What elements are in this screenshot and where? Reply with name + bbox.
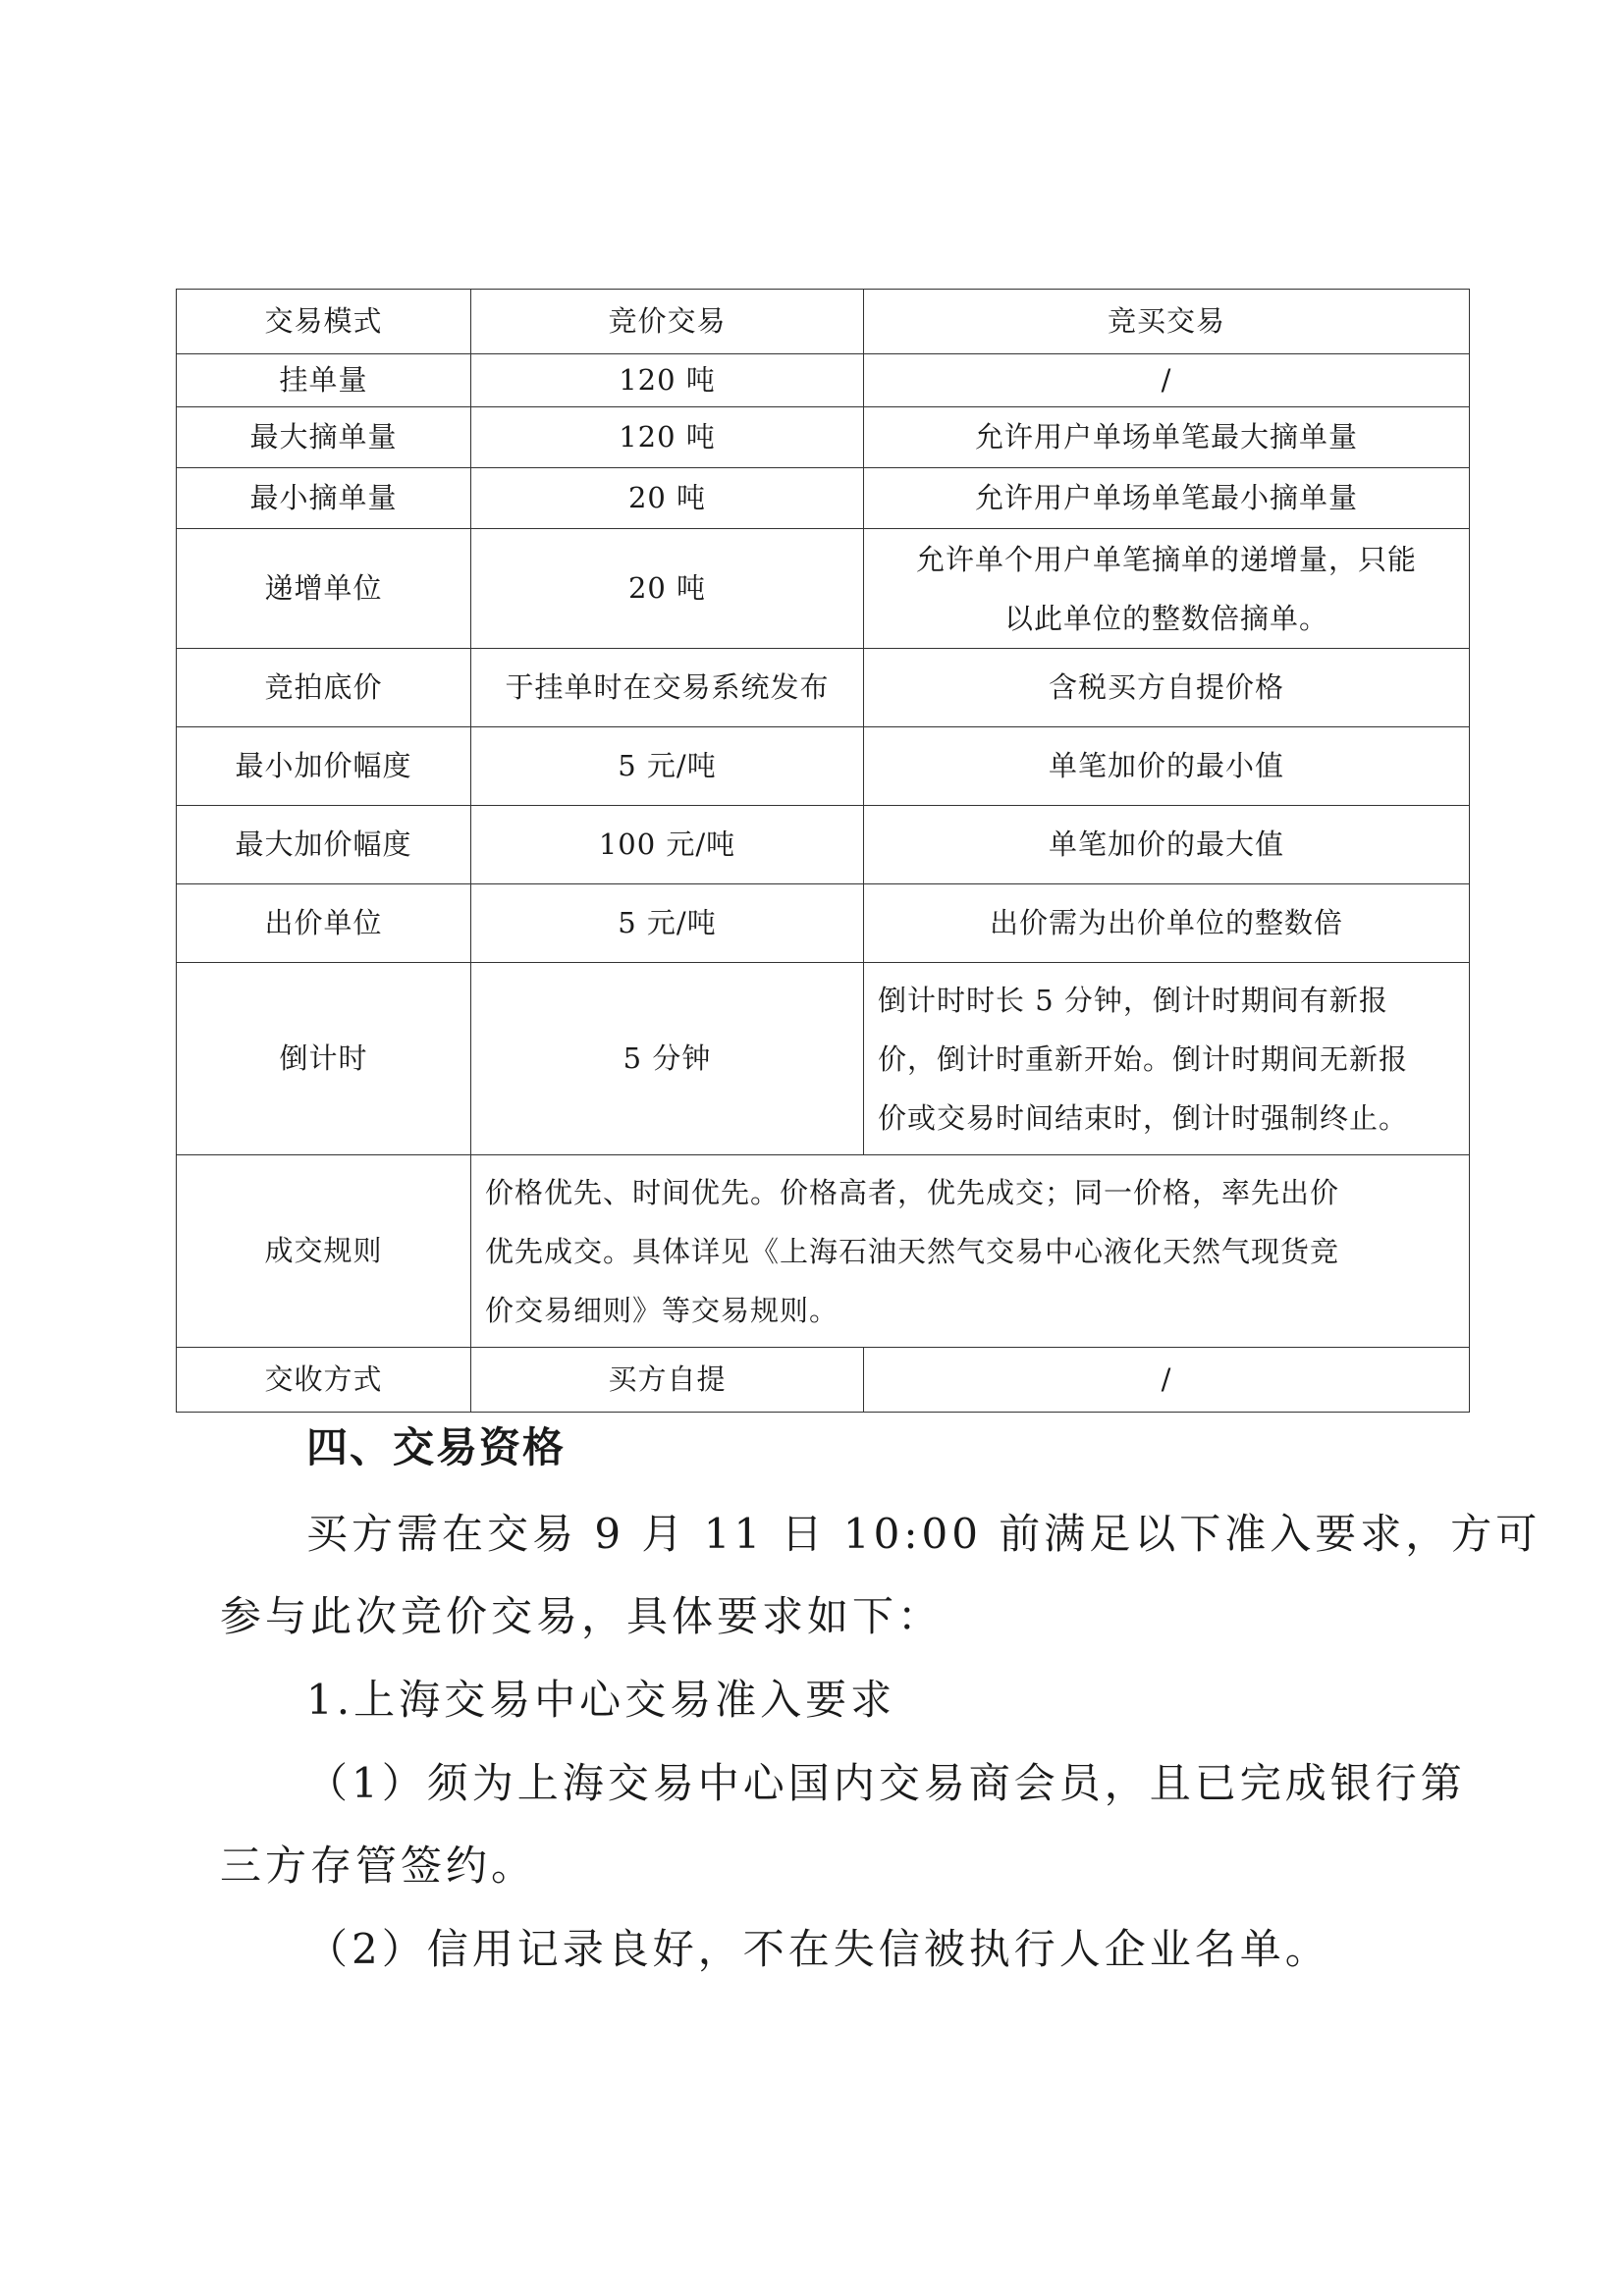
paragraph-line: 参与此次竞价交易，具体要求如下： xyxy=(220,1592,944,1640)
table-row xyxy=(177,649,1470,727)
paragraph-line: 买方需在交易 9 月 11 日 10:00 前满足以下准入要求，方可 xyxy=(306,1510,1542,1558)
row-label: 成交规则 xyxy=(177,1155,471,1348)
cell-merged-line: 价格优先、时间优先。价格高者，优先成交；同一价格，率先出价 xyxy=(485,1175,1340,1209)
cell-value: 竞价交易 xyxy=(471,290,864,354)
cell-note-line: 价或交易时间结束时，倒计时强制终止。 xyxy=(878,1100,1409,1135)
cell-merged-line: 优先成交。具体详见《上海石油天然气交易中心液化天然气现货竞 xyxy=(485,1234,1340,1268)
cell-note: 单笔加价的最小值 xyxy=(864,727,1470,806)
row-label: 倒计时 xyxy=(177,963,471,1155)
row-label: 交易模式 xyxy=(177,290,471,354)
cell-note: 含税买方自提价格 xyxy=(864,649,1470,727)
table-row xyxy=(177,963,1470,1155)
list-subitem-cont: 三方存管签约。 xyxy=(220,1842,537,1890)
cell-value: 买方自提 xyxy=(471,1348,864,1413)
cell-value: 20 吨 xyxy=(471,529,864,649)
row-label: 竞拍底价 xyxy=(177,649,471,727)
cell-value: 20 吨 xyxy=(471,468,864,529)
row-label: 最大摘单量 xyxy=(177,407,471,468)
cell-note-line: 倒计时时长 5 分钟，倒计时期间有新报 xyxy=(878,983,1388,1017)
table-row xyxy=(177,529,1470,649)
cell-value: 120 吨 xyxy=(471,407,864,468)
section-heading: 四、交易资格 xyxy=(306,1423,567,1471)
table-row xyxy=(177,468,1470,529)
list-subitem: （2）信用记录良好，不在失信被执行人企业名单。 xyxy=(306,1925,1330,1973)
cell-merged-line: 价交易细则》等交易规则。 xyxy=(485,1293,839,1327)
row-label: 交收方式 xyxy=(177,1348,471,1413)
cell-note: 允许用户单场单笔最小摘单量 xyxy=(864,468,1470,529)
cell-value: 5 元/吨 xyxy=(471,884,864,963)
cell-note-line: 价，倒计时重新开始。倒计时期间无新报 xyxy=(878,1041,1409,1076)
cell-value: 于挂单时在交易系统发布 xyxy=(471,649,864,727)
row-label: 挂单量 xyxy=(177,354,471,407)
row-label: 出价单位 xyxy=(177,884,471,963)
specification-table xyxy=(176,289,1470,1413)
cell-note: 竞买交易 xyxy=(864,290,1470,354)
row-label: 最小摘单量 xyxy=(177,468,471,529)
table-row xyxy=(177,727,1470,806)
list-subitem: （1）须为上海交易中心国内交易商会员，且已完成银行第 xyxy=(306,1759,1466,1807)
row-label: 递增单位 xyxy=(177,529,471,649)
cell-note: / xyxy=(864,354,1470,407)
row-label: 最大加价幅度 xyxy=(177,806,471,884)
table-row xyxy=(177,1155,1470,1348)
table-row xyxy=(177,806,1470,884)
cell-note: / xyxy=(864,1348,1470,1413)
cell-note: 允许用户单场单笔最大摘单量 xyxy=(864,407,1470,468)
cell-note xyxy=(864,963,1470,1155)
cell-value: 120 吨 xyxy=(471,354,864,407)
table-row xyxy=(177,354,1470,407)
table-row xyxy=(177,407,1470,468)
cell-value: 100 元/吨 xyxy=(471,806,864,884)
cell-value: 5 元/吨 xyxy=(471,727,864,806)
cell-note: 出价需为出价单位的整数倍 xyxy=(864,884,1470,963)
cell-note-line: 以此单位的整数倍摘单。 xyxy=(1003,601,1328,635)
cell-note xyxy=(864,529,1470,649)
cell-merged xyxy=(471,1155,1470,1348)
table-row xyxy=(177,884,1470,963)
cell-value: 5 分钟 xyxy=(471,963,864,1155)
row-label: 最小加价幅度 xyxy=(177,727,471,806)
cell-note: 单笔加价的最大值 xyxy=(864,806,1470,884)
table-row xyxy=(177,1348,1470,1413)
list-item-heading: 1.上海交易中心交易准入要求 xyxy=(306,1676,896,1724)
table-row xyxy=(177,290,1470,354)
cell-note-line: 允许单个用户单笔摘单的递增量，只能 xyxy=(915,542,1417,576)
